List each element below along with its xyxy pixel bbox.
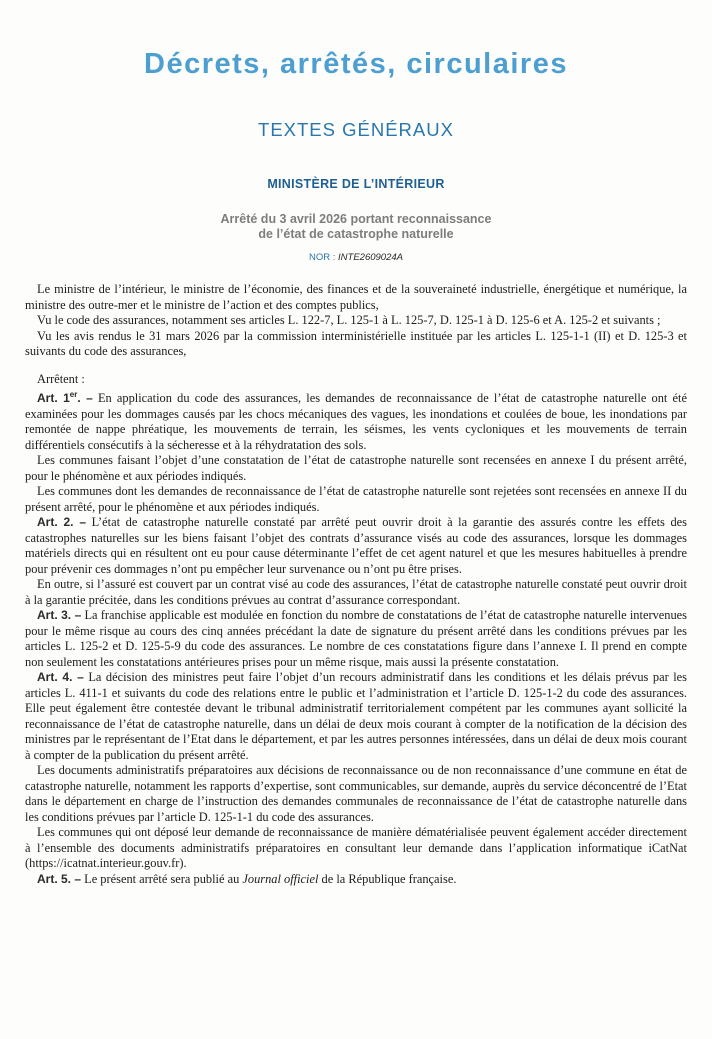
arretent-heading: Arrêtent : xyxy=(37,371,85,386)
journal-officiel-text: Journal officiel xyxy=(242,871,319,886)
ministry-title: MINISTÈRE DE L’INTÉRIEUR xyxy=(267,177,445,191)
article-5-paragraph: Art. 5. – Le présent arrêté sera publié au Journal officiel de la République française. xyxy=(37,871,457,886)
article-2-label: Art. 2. – xyxy=(37,515,87,529)
nor-value: INTE2609024A xyxy=(338,252,403,263)
article-4-paragraph: Les documents administratifs préparatoires aux décisions de reconnaissance ou de non reconnaissance d’une commune en état de catastrophe naturelle, notamment les rapports d’expertise, sont communicables, sur demande, auprès du service déconcentré de l’Etat dans le département en charge de l’instruction des demandes communales de reconnaissance de l’état de catastrophe naturelle dans les conditions prévues par l’article D. 125-1-1 du code des assurances. xyxy=(25,763,687,824)
preamble-paragraph: Vu le code des assurances, notamment ses articles L. 122-7, L. 125-1 à L. 125-7, D. 125-1 à D. 125-6 et A. 125-2 et suivants ; xyxy=(37,313,661,327)
article-1-paragraph: Les communes dont les demandes de reconnaissance de l’état de catastrophe naturelle sont rejetées sont recensées en annexe II du présent arrêté, pour le phénomène et aux périodes indiqués. xyxy=(25,484,687,514)
arrete-title-line-1: Arrêté du 3 avril 2026 portant reconnaissance xyxy=(220,212,492,226)
article-4-paragraph: Les communes qui ont déposé leur demande de reconnaissance de manière dématérialisée peuvent également accéder directement à l’ensemble des documents administratifs préparatoires en consultant leur demande dans l’application informatique iCatNat (https://icatnat.interieur.gouv.fr). xyxy=(25,825,687,870)
preamble-paragraph: Le ministre de l’intérieur, le ministre de l’économie, des finances et de la souveraineté industrielle, énergétique et numérique, la ministre des outre-mer et le ministre de l’action et des comptes publics, xyxy=(25,282,687,312)
article-4-label: Art. 4. – xyxy=(37,670,84,684)
article-5-label: Art. 5. – xyxy=(37,871,82,886)
article-4-paragraph: Art. 4. – La décision des ministres peut faire l’objet d’un recours administratif dans les conditions et les délais prévus par les articles L. 411-1 et suivants du code des relations entre le public et l’administration et l’article D. 125-1-2 du code des assurances. Elle peut également être contestée devant le tribunal administratif territorialement compétent par les communes ayant sollicité la reconnaissance de l’état de catastrophe naturelle, dans un délai de deux mois courant à compter de la notification de la décision des ministres par le représentant de l’Etat dans le département, et par les autres personnes intéressées, dans un délai de deux mois courant à compter de la publication du présent arrêté. xyxy=(25,670,687,762)
article-1-paragraph: Les communes faisant l’objet d’une constatation de l’état de catastrophe naturelle sont recensées en annexe I du présent arrêté, pour le phénomène et aux périodes indiqués. xyxy=(25,453,687,483)
nor-label: NOR : xyxy=(309,252,336,263)
arrete-title xyxy=(0,212,712,242)
nor-reference xyxy=(0,252,712,263)
arrete-title-line-2: de l’état de catastrophe naturelle xyxy=(258,227,454,241)
article-2-paragraph: En outre, si l’assuré est couvert par un contrat visé au code des assurances, l’état de catastrophe naturelle constaté peut ouvrir droit à la garantie précitée, dans les conditions prévues au contrat d’assurance correspondant. xyxy=(25,577,687,607)
section-title: TEXTES GÉNÉRAUX xyxy=(258,119,454,140)
article-1-paragraph: Art. 1er. – En application du code des assurances, les demandes de reconnaissance de l’état de catastrophe naturelle ont été examinées pour les dommages causés par les chocs mécaniques des vagues, les inondations et coulées de boue, les inondations par remontée de nappe phréatique, les mouvements de terrain, les séismes, les vents cycloniques et les mouvements de terrain différentiels consécutifs à la sécheresse et à la réhydratation des sols. xyxy=(25,390,687,452)
article-3-paragraph: Art. 3. – La franchise applicable est modulée en fonction du nombre de constatations de l’état de catastrophe naturelle intervenues pour le même risque au cours des cinq années précédant la date de signature du présent arrêté dans les conditions prévues par les articles L. 125-2 et D. 125-5-9 du code des assurances. Le nombre de ces constatations figure dans l’annexe I. Il prend en compte non seulement les constatations antérieures prises pour un même risque, mais aussi la présente constatation. xyxy=(25,608,687,669)
decree-body xyxy=(25,282,687,887)
article-1-label: Art. 1er. – xyxy=(37,390,93,405)
preamble-paragraph: Vu les avis rendus le 31 mars 2026 par la commission interministérielle instituée par les articles L. 125-1-1 (II) et D. 125-3 et suivants du code des assurances, xyxy=(25,328,687,358)
main-title: Décrets, arrêtés, circulaires xyxy=(144,48,568,80)
article-3-label: Art. 3. – xyxy=(37,608,82,622)
article-2-paragraph: Art. 2. – L’état de catastrophe naturelle constaté par arrêté peut ouvrir droit à la garantie des assurés contre les effets des catastrophes naturelles sur les biens faisant l’objet des contrats d’assurance visés au code des assurances, lorsque les dommages matériels directs qui en résultent ont eu pour cause déterminante l’effet de cet agent naturel et que les mesures habituelles à prendre pour prévenir ces dommages n’ont pu empêcher leur survenance ou n’ont pu être prises. xyxy=(25,515,687,576)
